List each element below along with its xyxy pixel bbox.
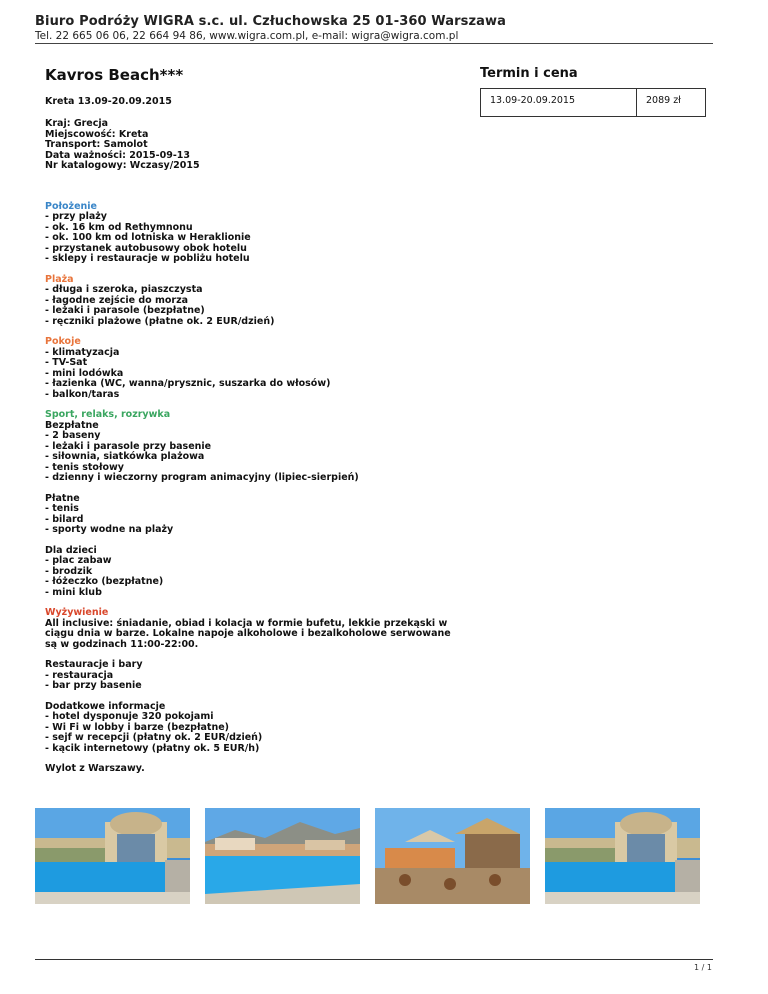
section-title-sport: Sport, relaks, rozrywka [45, 409, 171, 420]
list-item: - sklepy i restauracje w pobliżu hotelu [45, 253, 250, 264]
offer-meta [45, 119, 465, 172]
list-item: - klimatyzacja [45, 346, 120, 358]
list-item: - ok. 100 km od lotniska w Heraklionie [45, 232, 251, 243]
price-date: 13.09-20.09.2015 [481, 89, 637, 117]
hotel-photo-pavilion [35, 808, 190, 904]
list-item: - łazienka (WC, wanna/prysznic, suszarka do włosów) [45, 378, 331, 389]
list-item: - balkon/taras [45, 388, 120, 400]
list-item: - mini lodówka [45, 367, 124, 379]
hotel-title: Kavros Beach*** [45, 66, 184, 84]
hotel-photo-pavilion-2 [545, 808, 700, 904]
section-title-rooms: Pokoje [45, 336, 81, 347]
section-title-board: Wyżywienie [45, 607, 109, 618]
page-number: 1 / 1 [694, 963, 712, 972]
hotel-photo-bar [375, 808, 530, 904]
paid-label: Płatne [45, 492, 80, 504]
section-sport [45, 410, 465, 598]
list-item: - ok. 16 km od Rethymnonu [45, 221, 193, 233]
list-item: - leżaki i parasole przy basenie [45, 440, 212, 452]
hotel-photo-pool [205, 808, 360, 904]
list-item: - bar przy basenie [45, 680, 142, 691]
list-item: - tenis [45, 503, 79, 514]
section-board [45, 608, 465, 650]
trip-subtitle: Kreta 13.09-20.09.2015 [45, 96, 172, 107]
section-additional [45, 702, 465, 755]
list-item: - bilard [45, 513, 84, 525]
list-item: - Wi Fi w lobby i barze (bezpłatne) [45, 721, 229, 733]
section-beach [45, 275, 465, 328]
list-item: - plac zabaw [45, 555, 112, 566]
list-item: - restauracja [45, 669, 114, 681]
list-item: - 2 baseny [45, 430, 101, 441]
list-item: - TV-Sat [45, 357, 88, 368]
list-item: - przystanek autobusowy obok hotelu [45, 242, 247, 254]
footer-divider [35, 959, 713, 960]
list-item: - łóżeczko (bezpłatne) [45, 576, 164, 587]
departure-note: Wylot z Warszawy. [45, 763, 145, 774]
restaurants-label: Restauracje i bary [45, 659, 143, 670]
price-table [480, 88, 706, 117]
meta-place: Miejscowość: Kreta [45, 128, 149, 140]
price-value: 2089 zł [637, 89, 706, 117]
meta-transport: Transport: Samolot [45, 139, 148, 150]
section-location [45, 202, 465, 265]
meta-catalog-number: Nr katalogowy: Wczasy/2015 [45, 160, 200, 171]
list-item: - brodzik [45, 565, 93, 577]
list-item: - ręczniki plażowe (płatne ok. 2 EUR/dzień) [45, 315, 275, 327]
list-item: - leżaki i parasole (bezpłatne) [45, 305, 205, 316]
section-restaurants [45, 660, 465, 692]
photo-gallery [35, 808, 715, 904]
company-name: Biuro Podróży WIGRA s.c. ul. Człuchowska 25 01-360 Warszawa [35, 14, 506, 29]
meta-validity: Data ważności: 2015-09-13 [45, 149, 190, 161]
offer-content [45, 66, 465, 775]
list-item: - hotel dysponuje 320 pokojami [45, 711, 214, 722]
document-header [35, 14, 713, 42]
meta-country: Kraj: Grecja [45, 118, 109, 129]
kids-label: Dla dzieci [45, 544, 97, 556]
company-contact: Tel. 22 665 06 06, 22 664 94 86, www.wigra.com.pl, e-mail: wigra@wigra.com.pl [35, 30, 459, 42]
list-item: - sporty wodne na plaży [45, 524, 174, 535]
list-item: - kącik internetowy (płatny ok. 5 EUR/h) [45, 742, 260, 754]
price-panel [480, 66, 706, 117]
section-title-beach: Plaża [45, 273, 74, 285]
section-rooms [45, 337, 465, 400]
additional-label: Dodatkowe informacje [45, 700, 166, 712]
list-item: - długa i szeroka, piaszczysta [45, 284, 203, 295]
section-title-location: Położenie [45, 200, 97, 212]
list-item: - mini klub [45, 586, 102, 598]
list-item: - dzienny i wieczorny program animacyjny (lipiec-sierpień) [45, 472, 359, 483]
header-divider [35, 43, 713, 44]
free-label: Bezpłatne [45, 419, 99, 431]
list-item: - siłownia, siatkówka plażowa [45, 451, 205, 462]
table-row [481, 89, 706, 117]
list-item: - przy plaży [45, 211, 107, 222]
price-title: Termin i cena [480, 66, 578, 81]
list-item: - tenis stołowy [45, 461, 124, 473]
list-item: - sejf w recepcji (płatny ok. 2 EUR/dzień) [45, 732, 263, 743]
list-item: - łagodne zejście do morza [45, 294, 189, 306]
board-description: All inclusive: śniadanie, obiad i kolacja w formie bufetu, lekkie przekąski w ciągu dnia w barze. Lokalne napoje alkoholowe i bezalkoholowe serwowane są w godzinach 11:00-22:00. [45, 617, 451, 650]
